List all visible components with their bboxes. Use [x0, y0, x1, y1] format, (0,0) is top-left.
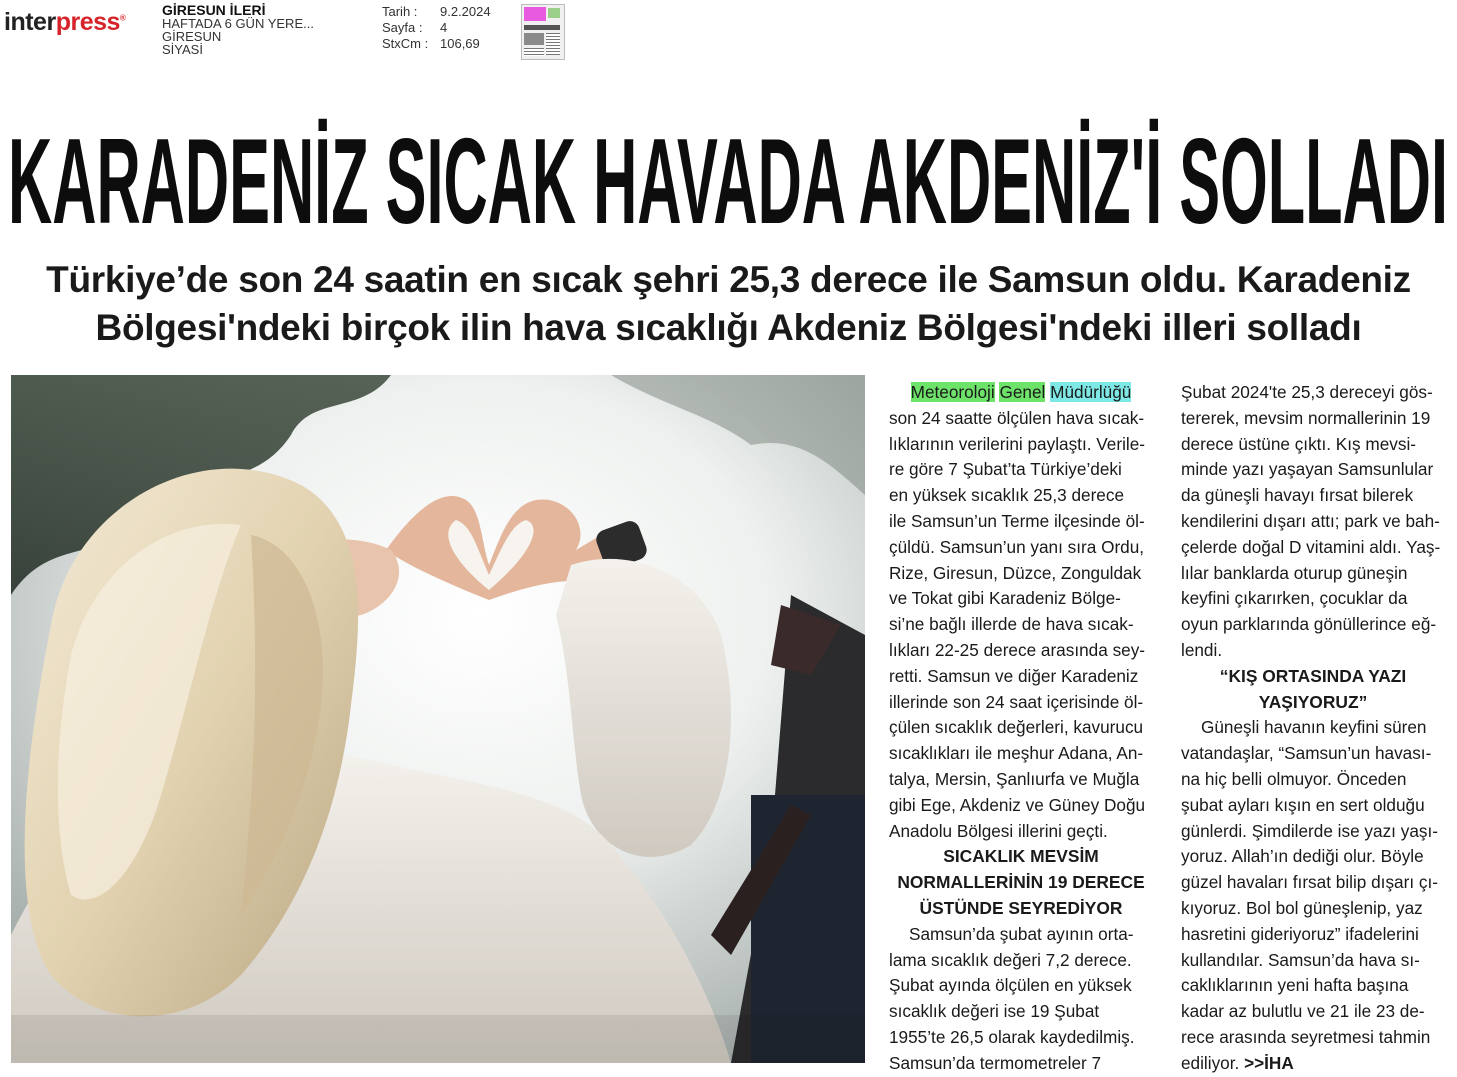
- page-thumbnail[interactable]: [521, 4, 565, 60]
- text-line: Şubat 2024'te 25,3 dereceyi gös-: [1181, 382, 1433, 402]
- text-line: çüldü. Samsun’un yanı sıra Ordu,: [889, 536, 1145, 557]
- subheadline-line-2: Bölgesi'ndeki birçok ilin hava sıcaklığı Akdeniz Bölgesi'ndeki illeri solladı: [95, 307, 1362, 348]
- headline-text: KARADENİZ SICAK HAVADA AKDENİZ'İ SOLLADI: [8, 113, 1448, 233]
- article-headline: [0, 88, 1457, 233]
- text-line: sıcaklıkları ile meşhur Adana, An-: [889, 743, 1144, 764]
- text-line: kendilerini dışarı attı; park ve bah-: [1181, 510, 1440, 531]
- logo-part2: press: [55, 8, 120, 36]
- highlight-genel: Genel: [999, 382, 1046, 402]
- text-line: lıklarının verilerini paylaştı. Verile-: [889, 433, 1145, 454]
- text-line: kullandılar. Samsun’da hava sı-: [1181, 949, 1420, 970]
- text-line: Şubat ayında ölçülen en yüksek: [889, 975, 1132, 996]
- article-column-2: [1181, 380, 1445, 1077]
- article-column-1: [889, 380, 1153, 1077]
- col2-paragraph-1: [1181, 380, 1445, 664]
- col2-last-line: rece arasında seyretmesi tahmin: [1181, 1026, 1431, 1047]
- text-line: hasretini gideriyoruz” ifadelerini: [1181, 923, 1419, 944]
- text-line: lendi.: [1181, 639, 1223, 660]
- text-line: en yüksek sıcaklık 25,3 derece: [889, 485, 1125, 506]
- subheading-line: ÜSTÜNDE SEYREDİYOR: [919, 897, 1123, 918]
- interpress-logo: [4, 8, 125, 37]
- article-photo: [11, 375, 865, 1063]
- text-line: re göre 7 Şubat’ta Türkiye’deki: [889, 459, 1122, 480]
- text-line: yoruz. Allah’ın dediği olur. Böyle: [1181, 846, 1424, 867]
- closing-text: ediliyor.: [1181, 1052, 1240, 1073]
- text-line: si’ne bağlı illerde de hava sıcak-: [889, 614, 1134, 635]
- text-line: lama sıcaklık değeri 7,2 derece.: [889, 949, 1132, 970]
- news-agency-credit: >>İHA: [1244, 1052, 1294, 1073]
- text-line: lıkları 22-25 derece arasında sey-: [889, 639, 1146, 660]
- clipping-meta: [382, 4, 491, 52]
- subheading-line: YAŞIYORUZ”: [1258, 691, 1368, 712]
- publication-city: GİRESUN: [162, 29, 222, 44]
- text-line: na hiç belli olmuyor. Önceden: [1181, 768, 1407, 789]
- text-line: kıyoruz. Bol bol güneşlenip, yaz: [1181, 897, 1423, 918]
- text-line: Güneşli havanın keyfini süren: [1201, 717, 1427, 738]
- text-line: retti. Samsun ve diğer Karadeniz: [889, 665, 1139, 686]
- photo-illustration: [11, 375, 865, 1063]
- text-line: minde yazı yaşayan Samsunlular: [1181, 459, 1434, 480]
- text-line: çelerde doğal D vitamini aldı. Yaş-: [1181, 536, 1441, 557]
- text-line: Anadolu Bölgesi illerini geçti.: [889, 820, 1108, 841]
- article-subheadline: [0, 256, 1457, 352]
- text-line: kadar az bulutlu ve 21 ile 23 de-: [1181, 1001, 1425, 1022]
- text-line: şubat ayları kışın en sert olduğu: [1181, 794, 1425, 815]
- publication-frequency: HAFTADA 6 GÜN YERE...: [162, 16, 314, 31]
- text-line: çülen sıcaklık değerleri, kavurucu: [889, 717, 1144, 738]
- date-label: Tarih :: [382, 4, 418, 19]
- publication-name: GİRESUN İLERİ: [162, 2, 266, 18]
- publication-category: SİYASİ: [162, 42, 203, 57]
- text-line: Samsun’da şubat ayının orta-: [909, 923, 1134, 944]
- text-line: gibi Ege, Akdeniz ve Güney Doğu: [889, 794, 1146, 815]
- size-label: StxCm :: [382, 36, 429, 51]
- text-line: Rize, Giresun, Düzce, Zonguldak: [889, 562, 1142, 583]
- logo-part1: inter: [4, 8, 56, 36]
- text-line: sıcaklık değeri ise 19 Şubat: [889, 1001, 1100, 1022]
- col1-subheading: [889, 844, 1153, 921]
- text-line: ve Tokat gibi Karadeniz Bölge-: [889, 588, 1121, 609]
- date-value: 9.2.2024: [440, 4, 491, 19]
- text-line: vatandaşlar, “Samsun’un havası-: [1181, 743, 1432, 764]
- text-line: ile Samsun’un Terme ilçesinde öl-: [889, 510, 1145, 531]
- clipping-header: [0, 0, 1457, 70]
- size-value: 106,69: [440, 36, 480, 51]
- highlight-meteoroloji: Meteoroloji: [910, 382, 995, 402]
- subheading-line: “KIŞ ORTASINDA YAZI: [1219, 665, 1407, 686]
- text-line: tererek, mevsim normallerinin 19: [1181, 407, 1431, 428]
- text-line: talya, Mersin, Şanlıurfa ve Muğla: [889, 768, 1140, 789]
- text-line: günlerdi. Şimdilerde ise yazı yaşı-: [1181, 820, 1438, 841]
- col1-paragraph-2: [889, 922, 1153, 1077]
- text-line: güzel havaları fırsat bilip dışarı çı-: [1181, 872, 1438, 893]
- page-value: 4: [440, 20, 448, 35]
- text-line: Samsun’da termometreler 7: [889, 1052, 1102, 1073]
- page-label: Sayfa :: [382, 20, 423, 35]
- publication-info: [162, 4, 314, 56]
- text-line: keyfini çıkarırken, çocuklar da: [1181, 588, 1408, 609]
- col2-paragraph-2: [1181, 715, 1445, 1025]
- text-line: son 24 saatte ölçülen hava sıcak-: [889, 407, 1145, 428]
- text-line: caklıklarının yeni hafta başına: [1181, 975, 1409, 996]
- text-line: oyun parklarında gönüllerince eğ-: [1181, 614, 1437, 635]
- col2-subheading: [1181, 664, 1445, 716]
- highlight-mudurlugu: Müdürlüğü: [1050, 382, 1132, 402]
- text-line: 1955’te 26,5 olarak kaydedilmiş.: [889, 1026, 1135, 1047]
- subheading-line: NORMALLERİNİN 19 DERECE: [897, 872, 1145, 893]
- logo-mark: ®: [119, 13, 126, 23]
- text-line: da güneşli havayı fırsat bilerek: [1181, 485, 1414, 506]
- col1-paragraph-1: [889, 406, 1153, 845]
- text-line: lılar banklarda oturup güneşin: [1181, 562, 1408, 583]
- text-line: illerinde son 24 saat içerisinde öl-: [889, 691, 1144, 712]
- subheadline-line-1: Türkiye’de son 24 saatin en sıcak şehri 25,3 derece ile Samsun oldu. Karadeniz: [46, 259, 1411, 300]
- subheading-line: SICAKLIK MEVSİM: [943, 846, 1099, 867]
- col2-closing: [1181, 1051, 1445, 1077]
- text-line: derece üstüne çıktı. Kış mevsi-: [1181, 433, 1416, 454]
